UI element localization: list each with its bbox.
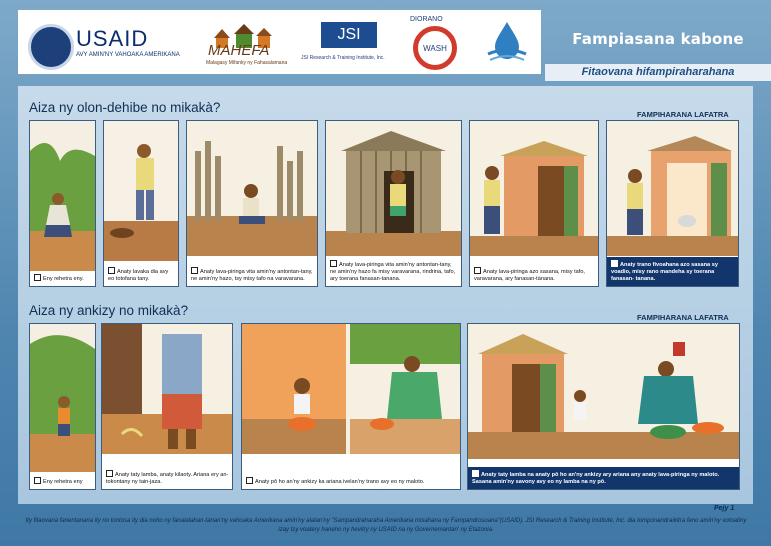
checkbox-icon[interactable]: [472, 470, 479, 477]
jsi-tagline: JSI Research & Training Institute, Inc.: [301, 55, 385, 61]
logo-strip: [18, 10, 541, 74]
diaper-disposal-illustration: [102, 324, 232, 454]
potty-latrine-illustration: [468, 324, 739, 459]
child-card-2-caption: [106, 470, 229, 486]
water-drop-logo-icon: [486, 20, 528, 64]
wooden-latrine-illustration: [326, 121, 461, 256]
clean-toilet-illustration: [607, 121, 738, 256]
checkbox-icon[interactable]: [191, 267, 198, 274]
adult-card-4: [325, 120, 462, 287]
caption-text: Anaty lava-piringa vita amin'ny antontan-tany, ne amin'ny hazo fa misy varavarana, rindrina, tafo, ary toerana fanasan-tanana.: [330, 262, 456, 282]
checkbox-icon[interactable]: [330, 260, 337, 267]
page-subtitle: Fitaovana hifampiraharahana: [545, 64, 771, 81]
caption-text: Anaty trano fivoahana azo sasana sy voadio, misy rano mandeha sy toerana fanasan- tanana.: [611, 262, 718, 282]
page-title: Fampiasana kabone: [572, 30, 744, 48]
adult-card-3: [186, 120, 318, 287]
adult-card-4-caption: [330, 260, 458, 283]
adult-card-1: [29, 120, 96, 287]
child-card-1: [29, 323, 96, 490]
checkbox-icon[interactable]: [474, 267, 481, 274]
adult-card-5-caption: [474, 267, 595, 283]
diorano-label: DIORANO: [410, 16, 443, 23]
adult-card-6-best-practice: [606, 120, 739, 287]
caption-text: Anaty pô ho an'ny ankizy ka ariana ivelan'ny trano avy eo ny maloto.: [255, 479, 425, 485]
child-card-1-caption: [34, 477, 92, 486]
section2-title: Aiza ny ankizy no mikakà?: [29, 303, 189, 318]
section1-practice-label: FAMPIHARANA LAFATRA: [637, 110, 729, 119]
jsi-logo: JSI: [321, 22, 377, 48]
child-open-defecation-illustration: [30, 324, 95, 472]
child-card-2: [101, 323, 233, 490]
usaid-logo-text: USAID: [76, 26, 149, 51]
checkbox-icon[interactable]: [34, 274, 41, 281]
caption-text: Anaty taty lamba na anaty pô ho an'ny ankizy ary ariana any anaty lava-piringa ny maloto. Sasana amin'ny savony avy eo ny lamba na ny pô.: [472, 472, 720, 485]
open-defecation-illustration: [30, 121, 95, 271]
section1-title: Aiza ny olon-dehibe no mikakà?: [29, 100, 221, 115]
wash-logo: WASH: [413, 26, 457, 70]
section2-practice-label: FAMPIHARANA LAFATRA: [637, 313, 729, 322]
checkbox-icon[interactable]: [611, 260, 618, 267]
checkbox-icon[interactable]: [34, 477, 41, 484]
open-pit-latrine-illustration: [187, 121, 317, 256]
caption-text: Anaty lava-piringa vita amin'ny antontan-tany, ne amin'ny hazo, tsy misy tafo na varavarana.: [191, 269, 313, 282]
child-card-3-caption: [246, 477, 457, 486]
child-card-4-caption: [468, 467, 739, 489]
checkbox-icon[interactable]: [246, 477, 253, 484]
caption-text: Eny rehetra eny: [43, 479, 83, 485]
adult-card-2-caption: [108, 267, 175, 283]
adult-card-6-caption: [607, 257, 738, 286]
usaid-seal-icon: [28, 24, 74, 70]
adult-card-1-caption: [34, 274, 92, 283]
checkbox-icon[interactable]: [106, 470, 113, 477]
mahefa-logo-text: MAHEFA: [208, 42, 270, 59]
adult-card-2: [103, 120, 179, 287]
child-card-4-best-practice: [467, 323, 740, 490]
caption-text: Anaty lava-piringa azo sasana, misy tafo, varavarana, ary fanasan-tànana.: [474, 269, 585, 282]
caption-text: Eny rehetra eny.: [43, 276, 84, 282]
adult-card-3-caption: [191, 267, 314, 283]
mahefa-tagline: Malagasy Mifanky ny Fahasalamana: [206, 60, 288, 66]
caption-text: Anaty lavaka dia avy eo totofana tany.: [108, 269, 169, 282]
page-number: Pejy 1: [714, 505, 735, 512]
caption-text: Anaty taty lamba, anaty kilaoty. Ariana ery an-tokontany ny tain-jaza.: [106, 472, 229, 485]
checkbox-icon[interactable]: [108, 267, 115, 274]
usaid-tagline: AVY AMIN'NY VAHOAKA AMERIKANA: [76, 52, 180, 58]
pit-cover-illustration: [104, 121, 178, 261]
washable-latrine-illustration: [470, 121, 598, 256]
potty-illustration: [242, 324, 460, 454]
adult-card-5: [469, 120, 599, 287]
footer-disclaimer: Ity fitaovana fanentanana ity no tontosa ity dia noho ny fanalalahan-tanan'ny vahoaka Amerikana amin'ny alalan'ny "Sampandraharaha Amerikana misahana ny Fampandrosoana"(USAID). JSI Research & Training Institute, Inc. dia tomponandraikitra feno amin'ny votoatiny izay tsy voatery haneho ny hevitry ny USAID na ny Governemantan' ny Etazonia.: [25, 518, 747, 533]
child-card-3: [241, 323, 461, 490]
